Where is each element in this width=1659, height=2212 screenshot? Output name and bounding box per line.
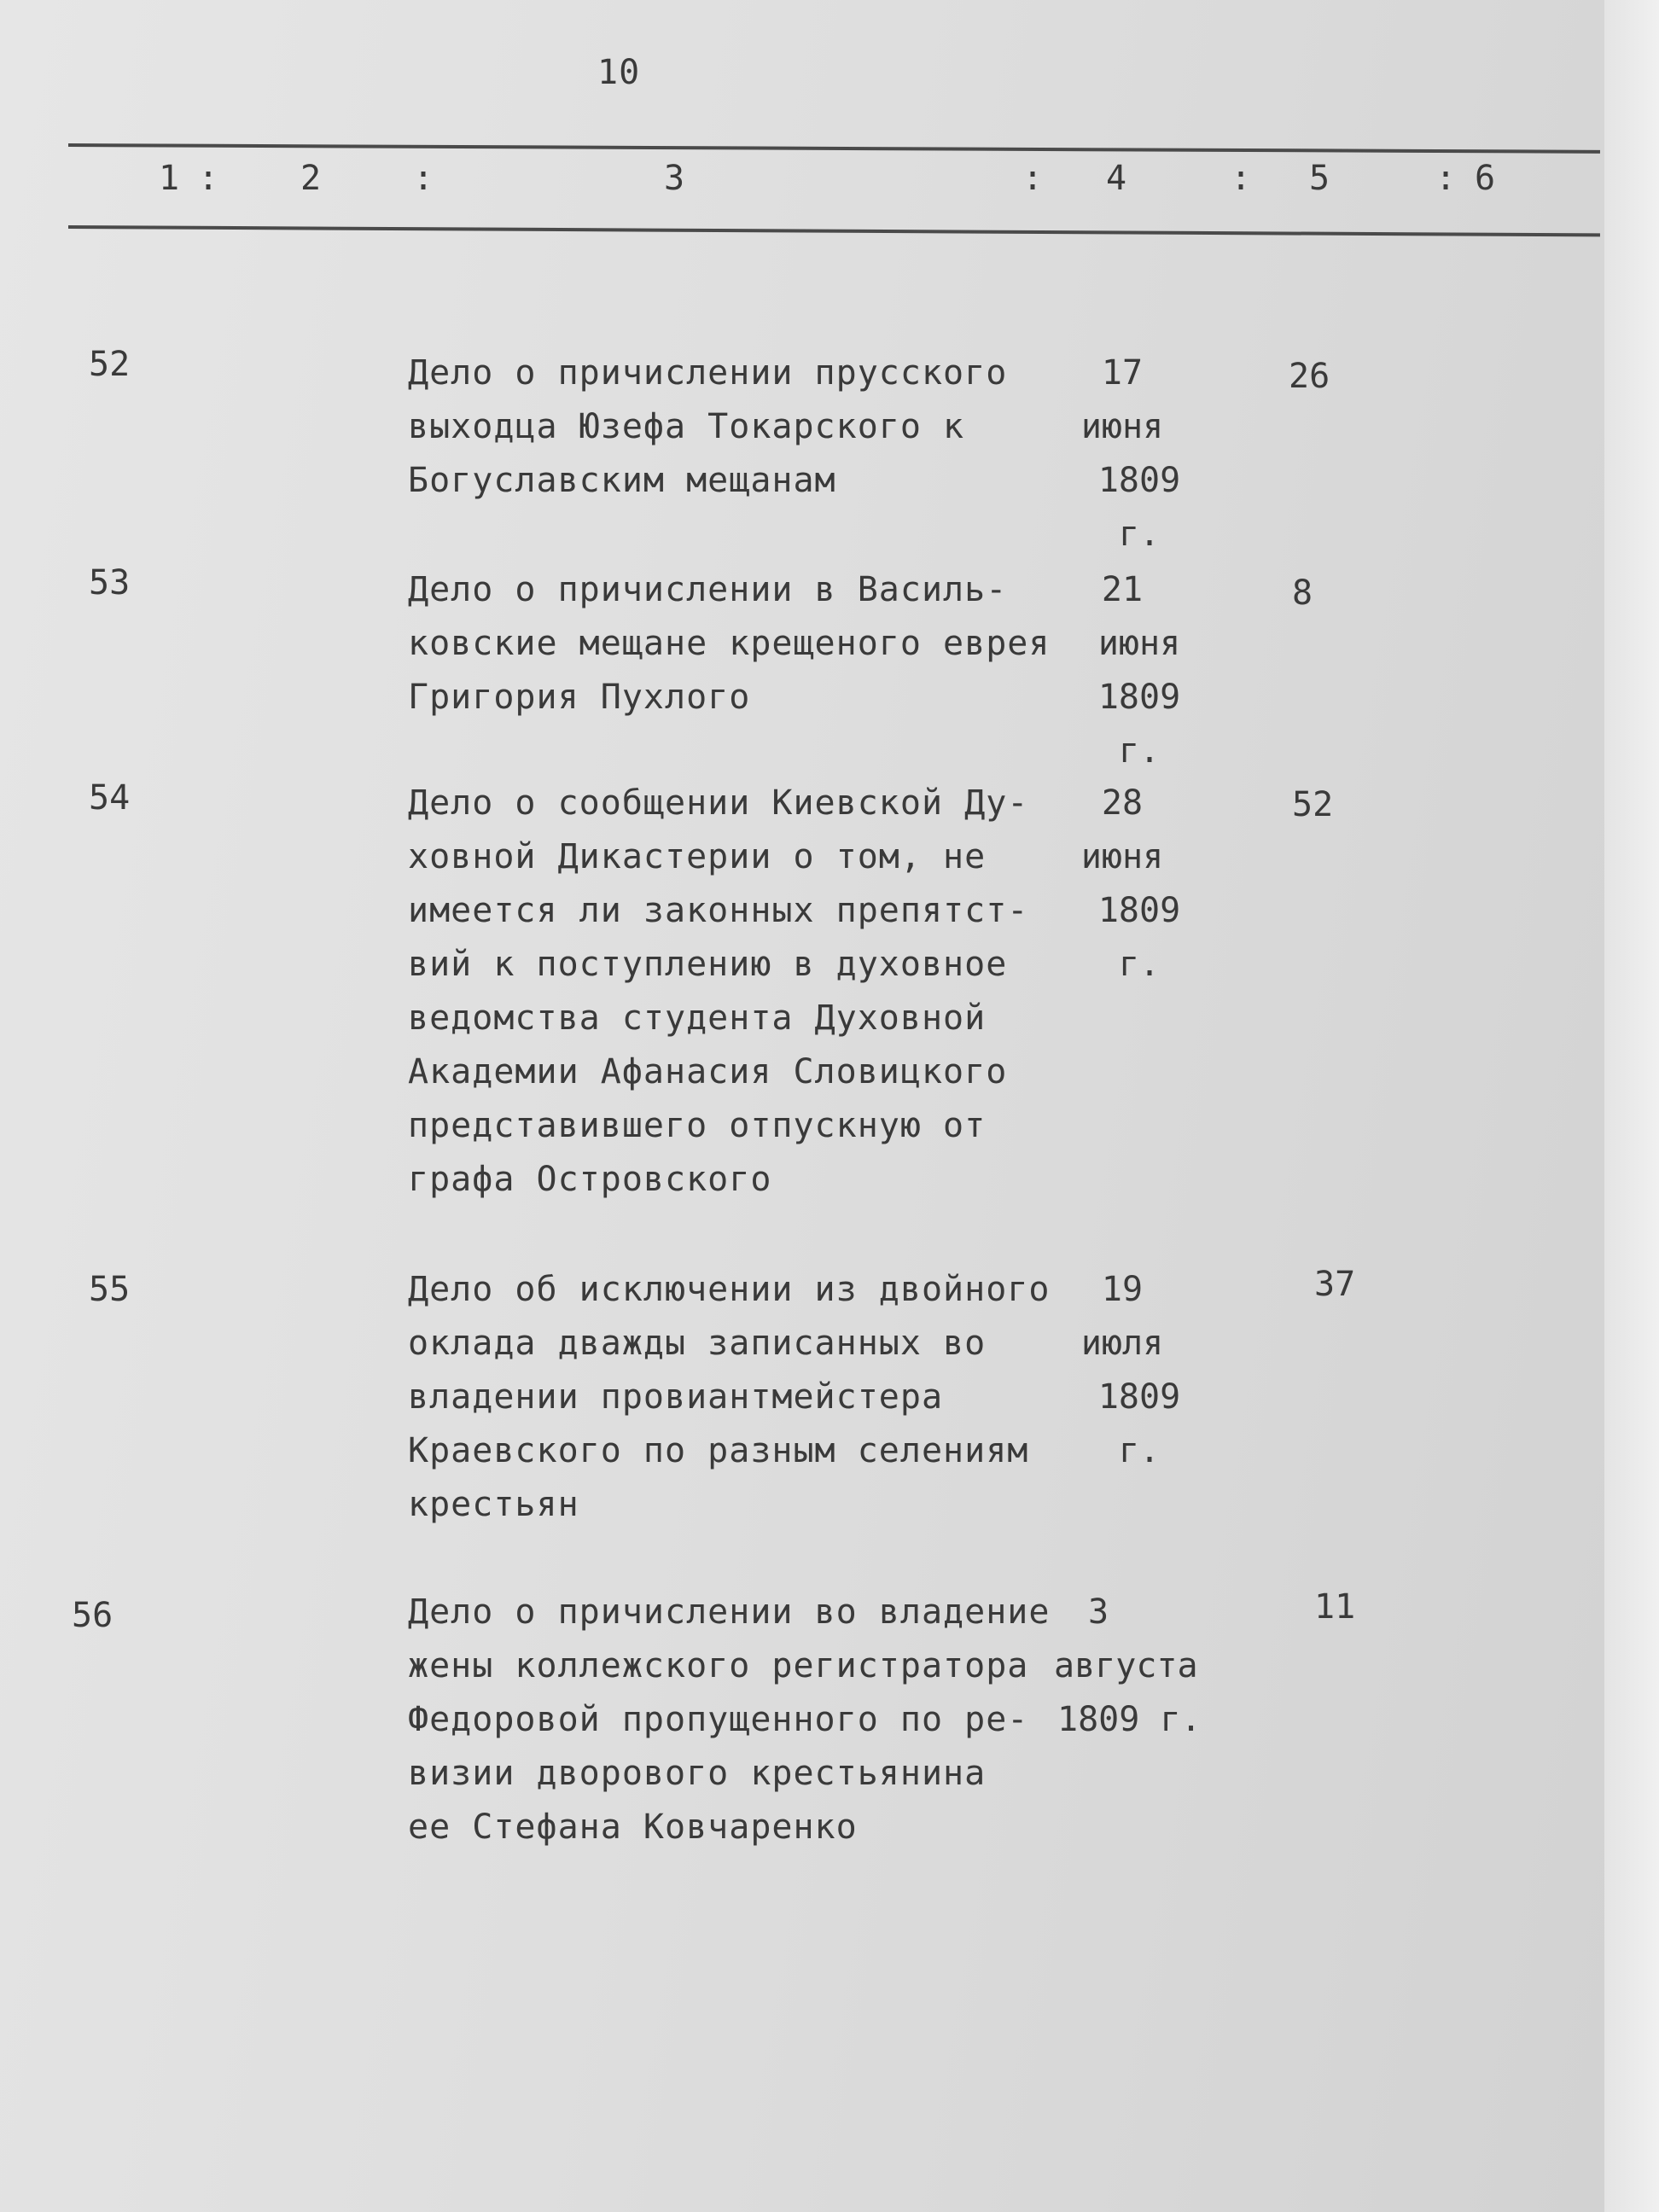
row-number: 53 [89,563,131,602]
row-number: 54 [89,778,131,818]
row-description: Дело об исключении из двойного оклада дважды записанных во владении провиантмейстера Краевского по разным селениям крестьян [408,1270,1051,1524]
date-day: 17 [1101,353,1144,393]
column-separator: : [1022,159,1044,198]
row-number: 55 [89,1270,131,1309]
date-year: 1809 г. [1057,1700,1202,1739]
column-header-1: 1 [159,159,180,198]
date-day: 3 [1088,1592,1109,1632]
column-header-2: 2 [300,159,322,198]
page-number: 10 [597,53,641,92]
row-date [1054,1586,1225,1747]
page-edge [1604,0,1659,2212]
row-description: Дело о причислении прусского выходца Юзефа Токарского к Богуславским мещанам [408,353,1008,500]
row-description: Дело о причислении в Василь- ковские мещане крещеного еврея Григория Пухлого [408,570,1051,717]
row-pages: 8 [1292,573,1313,613]
date-year: 1809 г. [1097,678,1181,771]
row-date [1045,346,1199,562]
row-pages: 37 [1314,1265,1356,1304]
header-bottom-rule [68,225,1600,236]
date-month: июня [1080,837,1164,876]
row-pages: 52 [1292,785,1334,824]
date-day: 19 [1101,1270,1144,1309]
row-number: 56 [72,1596,114,1635]
column-header-5: 5 [1309,159,1330,198]
date-year: 1809 г. [1097,1377,1181,1470]
column-header-3: 3 [664,159,685,198]
row-pages: 26 [1289,357,1330,396]
row-number: 52 [89,345,131,384]
row-date [1045,563,1199,778]
date-day: 28 [1101,783,1144,823]
row-pages: 11 [1314,1587,1356,1627]
column-separator: : [198,159,219,198]
date-month: июля [1080,1324,1164,1363]
row-description: Дело о сообщении Киевской Ду- ховной Дикастерии о том, не имеется ли законных препятст- вий к поступлению в духовное ведомства студента Духовной Академии Афанасия Словицкого представившего отпускную от графа Островского [408,783,1029,1199]
row-date [1045,777,1199,992]
column-separator: : [413,159,434,198]
date-day: 21 [1101,570,1144,609]
date-month: июня [1080,407,1164,446]
date-month: июня [1097,624,1181,663]
column-separator: : [1231,159,1252,198]
row-description: Дело о причислении во владение жены коллежского регистратора Федоровой пропущенного по ре- визии дворового крестьянина ее Стефана Ковчаренко [408,1592,1051,1847]
column-separator: : [1435,159,1457,198]
row-date [1045,1263,1199,1478]
date-month: августа [1054,1646,1198,1685]
date-year: 1809 г. [1097,461,1181,554]
date-year: 1809 г. [1097,891,1181,984]
header-top-rule [68,143,1600,154]
column-header-4: 4 [1106,159,1127,198]
column-header-6: 6 [1475,159,1496,198]
